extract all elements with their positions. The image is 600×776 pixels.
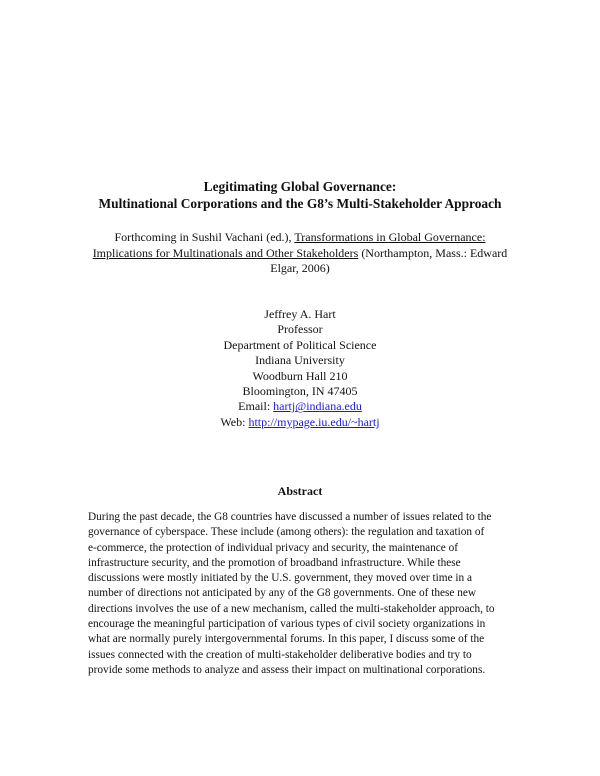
abstract-line: During the past decade, the G8 countries have discussed a number of issues related to the — [88, 511, 492, 523]
abstract-heading: Abstract — [277, 484, 323, 498]
abstract-line: issues connected with the creation of multi-stakeholder deliberative bodies and try to — [88, 648, 472, 661]
publication-note-line-3: Elgar, 2006) — [270, 261, 330, 275]
title-line-2: Multinational Corporations and the G8’s Multi-Stakeholder Approach — [98, 196, 502, 211]
publication-prefix: Forthcoming in Sushil Vachani (ed.), — [114, 230, 295, 244]
abstract-line: provide some methods to analyze and assess their impact on multinational corporations. — [88, 663, 486, 676]
publication-note-line-2 — [82, 246, 518, 262]
author-city: Bloomington, IN 47405 — [242, 384, 358, 399]
author-university: Indiana University — [255, 353, 345, 368]
abstract-line: what are normally purely intergovernmental forums. In this paper, I discuss some of the — [88, 633, 485, 646]
author-building: Woodburn Hall 210 — [252, 368, 348, 383]
email-label: Email: — [238, 399, 274, 414]
publication-note — [82, 230, 518, 277]
abstract-line: directions involves the use of a new mechanism, called the multi-stakeholder approach, to — [88, 602, 495, 615]
web-link[interactable]: http://mypage.iu.edu/~hartj — [248, 414, 380, 429]
author-info — [150, 307, 450, 430]
author-email-line — [150, 399, 450, 414]
book-title-line-2: Implications for Multinationals and Other Stakeholders — [92, 245, 359, 260]
email-link[interactable]: hartj@indiana.edu — [273, 399, 362, 414]
abstract-body — [88, 510, 513, 678]
title-line-1: Legitimating Global Governance: — [203, 179, 397, 194]
abstract-line: encourage the meaningful participation of various types of civil society organizations in — [88, 618, 486, 631]
author-department: Department of Political Science — [223, 337, 377, 352]
publisher-info: (Northampton, Mass.: Edward — [358, 245, 508, 260]
publication-note-line-1 — [82, 230, 518, 246]
author-web-line — [150, 415, 450, 430]
book-title-line-1: Transformations in Global Governance: — [294, 230, 486, 244]
web-label: Web: — [220, 414, 249, 429]
author-name: Jeffrey A. Hart — [264, 307, 336, 321]
abstract-line: e-commerce, the protection of individual privacy and security, the maintenance of — [88, 541, 459, 554]
paper-title — [60, 178, 540, 212]
abstract-line: number of directions not anticipated by any of the G8 governments. One of these new — [88, 587, 477, 600]
author-position: Professor — [277, 322, 323, 337]
abstract-line: governance of cyberspace. These include (among others): the regulation and taxation of — [88, 526, 485, 539]
abstract-line: discussions were mostly initiated by the U.S. government, they moved over time in a — [88, 572, 473, 585]
abstract-line: infrastructure security, and the promotion of broadband infrastructure. While these — [88, 556, 461, 569]
